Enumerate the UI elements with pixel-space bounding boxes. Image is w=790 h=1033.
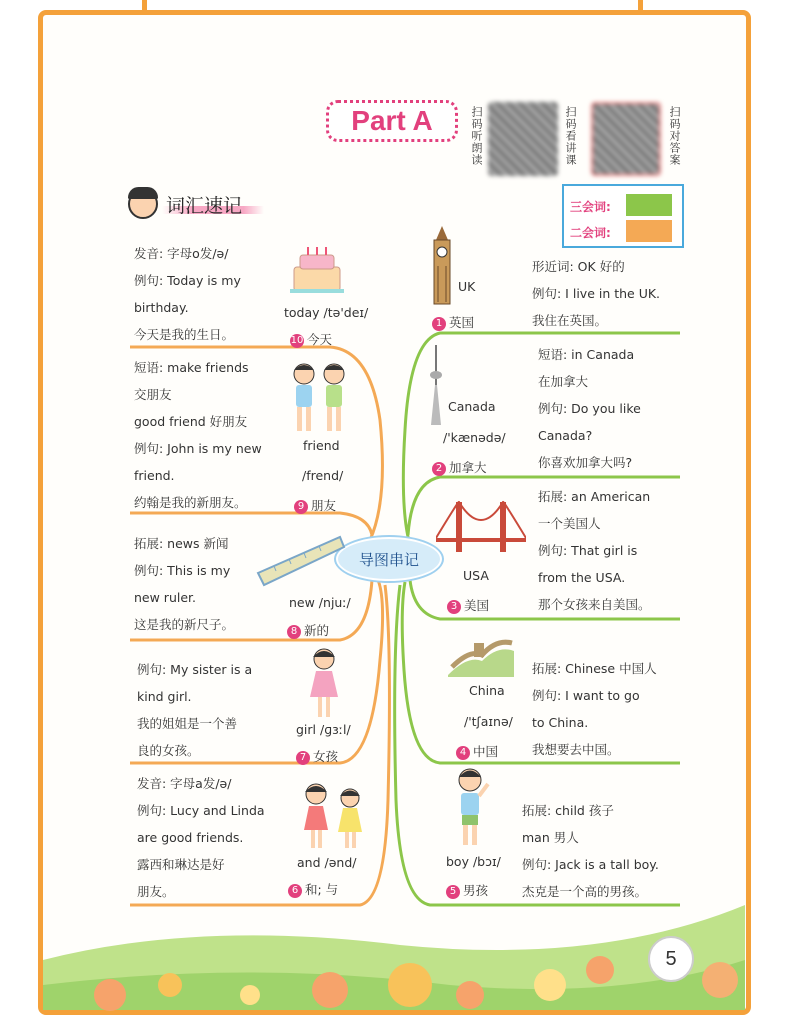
note-line: to China. <box>532 715 589 730</box>
usa-word: USA <box>463 568 489 583</box>
uk-cn <box>432 313 474 331</box>
today-word: today /tə'deɪ/ <box>284 305 369 320</box>
today-notes <box>134 240 241 348</box>
girl-icon <box>304 645 344 719</box>
friend-cn <box>294 496 336 514</box>
cn-text: 美国 <box>464 598 490 613</box>
boy-notes <box>522 797 659 905</box>
canada-word: Canada <box>448 399 496 414</box>
note-line: 例句: That girl is <box>538 543 638 558</box>
note-line: 一个美国人 <box>538 516 601 531</box>
legend-three-label: 三会词: <box>570 200 611 214</box>
note-line: 短语: make friends <box>134 360 249 375</box>
num-badge: 9 <box>294 500 308 514</box>
legend-three-swatch <box>626 194 672 216</box>
and-word: and /ənd/ <box>297 855 357 870</box>
note-line: 例句: I live in the UK. <box>532 286 661 301</box>
friends-icon <box>288 360 352 438</box>
girl-word: girl /ɡɜːl/ <box>296 722 351 737</box>
word-level-legend <box>562 184 684 248</box>
two-girls-icon <box>298 780 368 850</box>
note-line: good friend 好朋友 <box>134 414 248 429</box>
china-notes <box>532 655 657 763</box>
today-cn <box>290 330 332 348</box>
boy-word: boy /bɔɪ/ <box>446 854 501 869</box>
note-line: 拓展: Chinese 中国人 <box>532 661 657 676</box>
num-badge: 1 <box>432 317 446 331</box>
note-line: 良的女孩。 <box>137 743 200 758</box>
section-title-text: 词汇速记 <box>162 191 264 218</box>
note-line: 露西和琳达是好 <box>137 857 225 872</box>
note-line: 我住在英国。 <box>532 313 608 328</box>
note-line: 朋友。 <box>137 884 175 899</box>
cake-icon <box>290 245 344 295</box>
note-line: 约翰是我的新朋友。 <box>134 495 247 510</box>
num-badge: 2 <box>432 462 446 476</box>
scan-watch-label: 扫码看讲课 <box>564 106 577 166</box>
note-line: friend. <box>134 468 175 483</box>
num-badge: 5 <box>446 885 460 899</box>
china-cn <box>456 742 498 760</box>
and-cn <box>288 880 338 898</box>
num-badge: 6 <box>288 884 302 898</box>
qr-code-listen[interactable] <box>488 102 558 176</box>
note-line: 例句: My sister is a <box>137 662 253 677</box>
cn-text: 中国 <box>473 744 499 759</box>
new-word: new /njuː/ <box>289 595 351 610</box>
note-line: birthday. <box>134 300 189 315</box>
usa-notes <box>538 483 651 618</box>
boy-cn <box>446 881 488 899</box>
note-line: 例句: Today is my <box>134 273 241 288</box>
note-line: 形近词: OK 好的 <box>532 259 625 274</box>
note-line: 拓展: news 新闻 <box>134 536 229 551</box>
legend-two-label: 二会词: <box>570 226 611 240</box>
mindmap-center: 导图串记 <box>336 537 442 581</box>
cn-text: 英国 <box>449 315 475 330</box>
page-number: 5 <box>648 936 694 982</box>
new-notes <box>134 530 234 638</box>
note-line: 发音: 字母a发/ə/ <box>137 776 232 791</box>
uk-notes <box>532 253 660 334</box>
canada-cn <box>432 458 487 476</box>
qr-code-answer[interactable] <box>591 102 661 176</box>
cn-text: 朋友 <box>311 498 337 513</box>
cn-text: 男孩 <box>463 883 489 898</box>
note-line: 拓展: an American <box>538 489 651 504</box>
cn-text: 今天 <box>307 332 333 347</box>
note-line: 例句: Jack is a tall boy. <box>522 857 659 872</box>
note-line: 拓展: child 孩子 <box>522 803 614 818</box>
note-line: Canada? <box>538 428 593 443</box>
china-word: China <box>469 683 505 698</box>
big-ben-icon <box>428 226 456 306</box>
girl-notes <box>137 656 252 764</box>
note-line: man 男人 <box>522 830 579 845</box>
china-phonetic: /'tʃaɪnə/ <box>464 714 513 729</box>
cn-text: 和; 与 <box>305 882 339 897</box>
new-cn <box>287 621 329 639</box>
note-line: 短语: in Canada <box>538 347 635 362</box>
note-line: 我想要去中国。 <box>532 742 620 757</box>
uk-word: UK <box>458 279 476 294</box>
and-notes <box>137 770 265 905</box>
note-line: kind girl. <box>137 689 192 704</box>
kid-avatar-icon <box>128 189 158 219</box>
cn-text: 加拿大 <box>449 460 487 475</box>
note-line: 今天是我的生日。 <box>134 327 235 342</box>
note-line: new ruler. <box>134 590 196 605</box>
friend-notes <box>134 354 262 516</box>
note-line: 在加拿大 <box>538 374 589 389</box>
usa-cn <box>447 596 489 614</box>
cn-tower-icon <box>428 345 444 427</box>
part-title: Part A <box>326 100 458 142</box>
num-badge: 3 <box>447 600 461 614</box>
girl-cn <box>296 747 338 765</box>
note-line: 那个女孩来自美国。 <box>538 597 651 612</box>
num-badge: 7 <box>296 751 310 765</box>
scan-answer-label: 扫码对答案 <box>668 106 681 166</box>
friend-phonetic: /frend/ <box>302 468 344 483</box>
note-line: 我的姐姐是一个善 <box>137 716 238 731</box>
num-badge: 10 <box>290 335 304 346</box>
golden-gate-icon <box>436 498 526 554</box>
note-line: 例句: I want to go <box>532 688 640 703</box>
note-line: 例句: John is my new <box>134 441 262 456</box>
note-line: 交朋友 <box>134 387 172 402</box>
note-line: 这是我的新尺子。 <box>134 617 235 632</box>
note-line: from the USA. <box>538 570 626 585</box>
num-badge: 4 <box>456 746 470 760</box>
cn-text: 女孩 <box>313 749 339 764</box>
friend-word: friend <box>303 438 340 453</box>
note-line: 例句: Lucy and Linda <box>137 803 265 818</box>
note-line: 杰克是一个高的男孩。 <box>522 884 648 899</box>
num-badge: 8 <box>287 625 301 639</box>
ruler-icon <box>256 535 346 589</box>
canada-phonetic: /'kænədə/ <box>443 430 506 445</box>
note-line: 发音: 字母o发/ə/ <box>134 246 229 261</box>
section-title <box>128 186 264 222</box>
note-line: 例句: Do you like <box>538 401 641 416</box>
note-line: 你喜欢加拿大吗? <box>538 455 633 470</box>
note-line: 例句: This is my <box>134 563 231 578</box>
cn-text: 新的 <box>304 623 330 638</box>
scan-listen-label: 扫码听朗读 <box>470 106 483 166</box>
legend-two-swatch <box>626 220 672 242</box>
boy-icon <box>452 766 492 848</box>
great-wall-icon <box>448 625 514 677</box>
note-line: are good friends. <box>137 830 244 845</box>
canada-notes <box>538 341 641 476</box>
